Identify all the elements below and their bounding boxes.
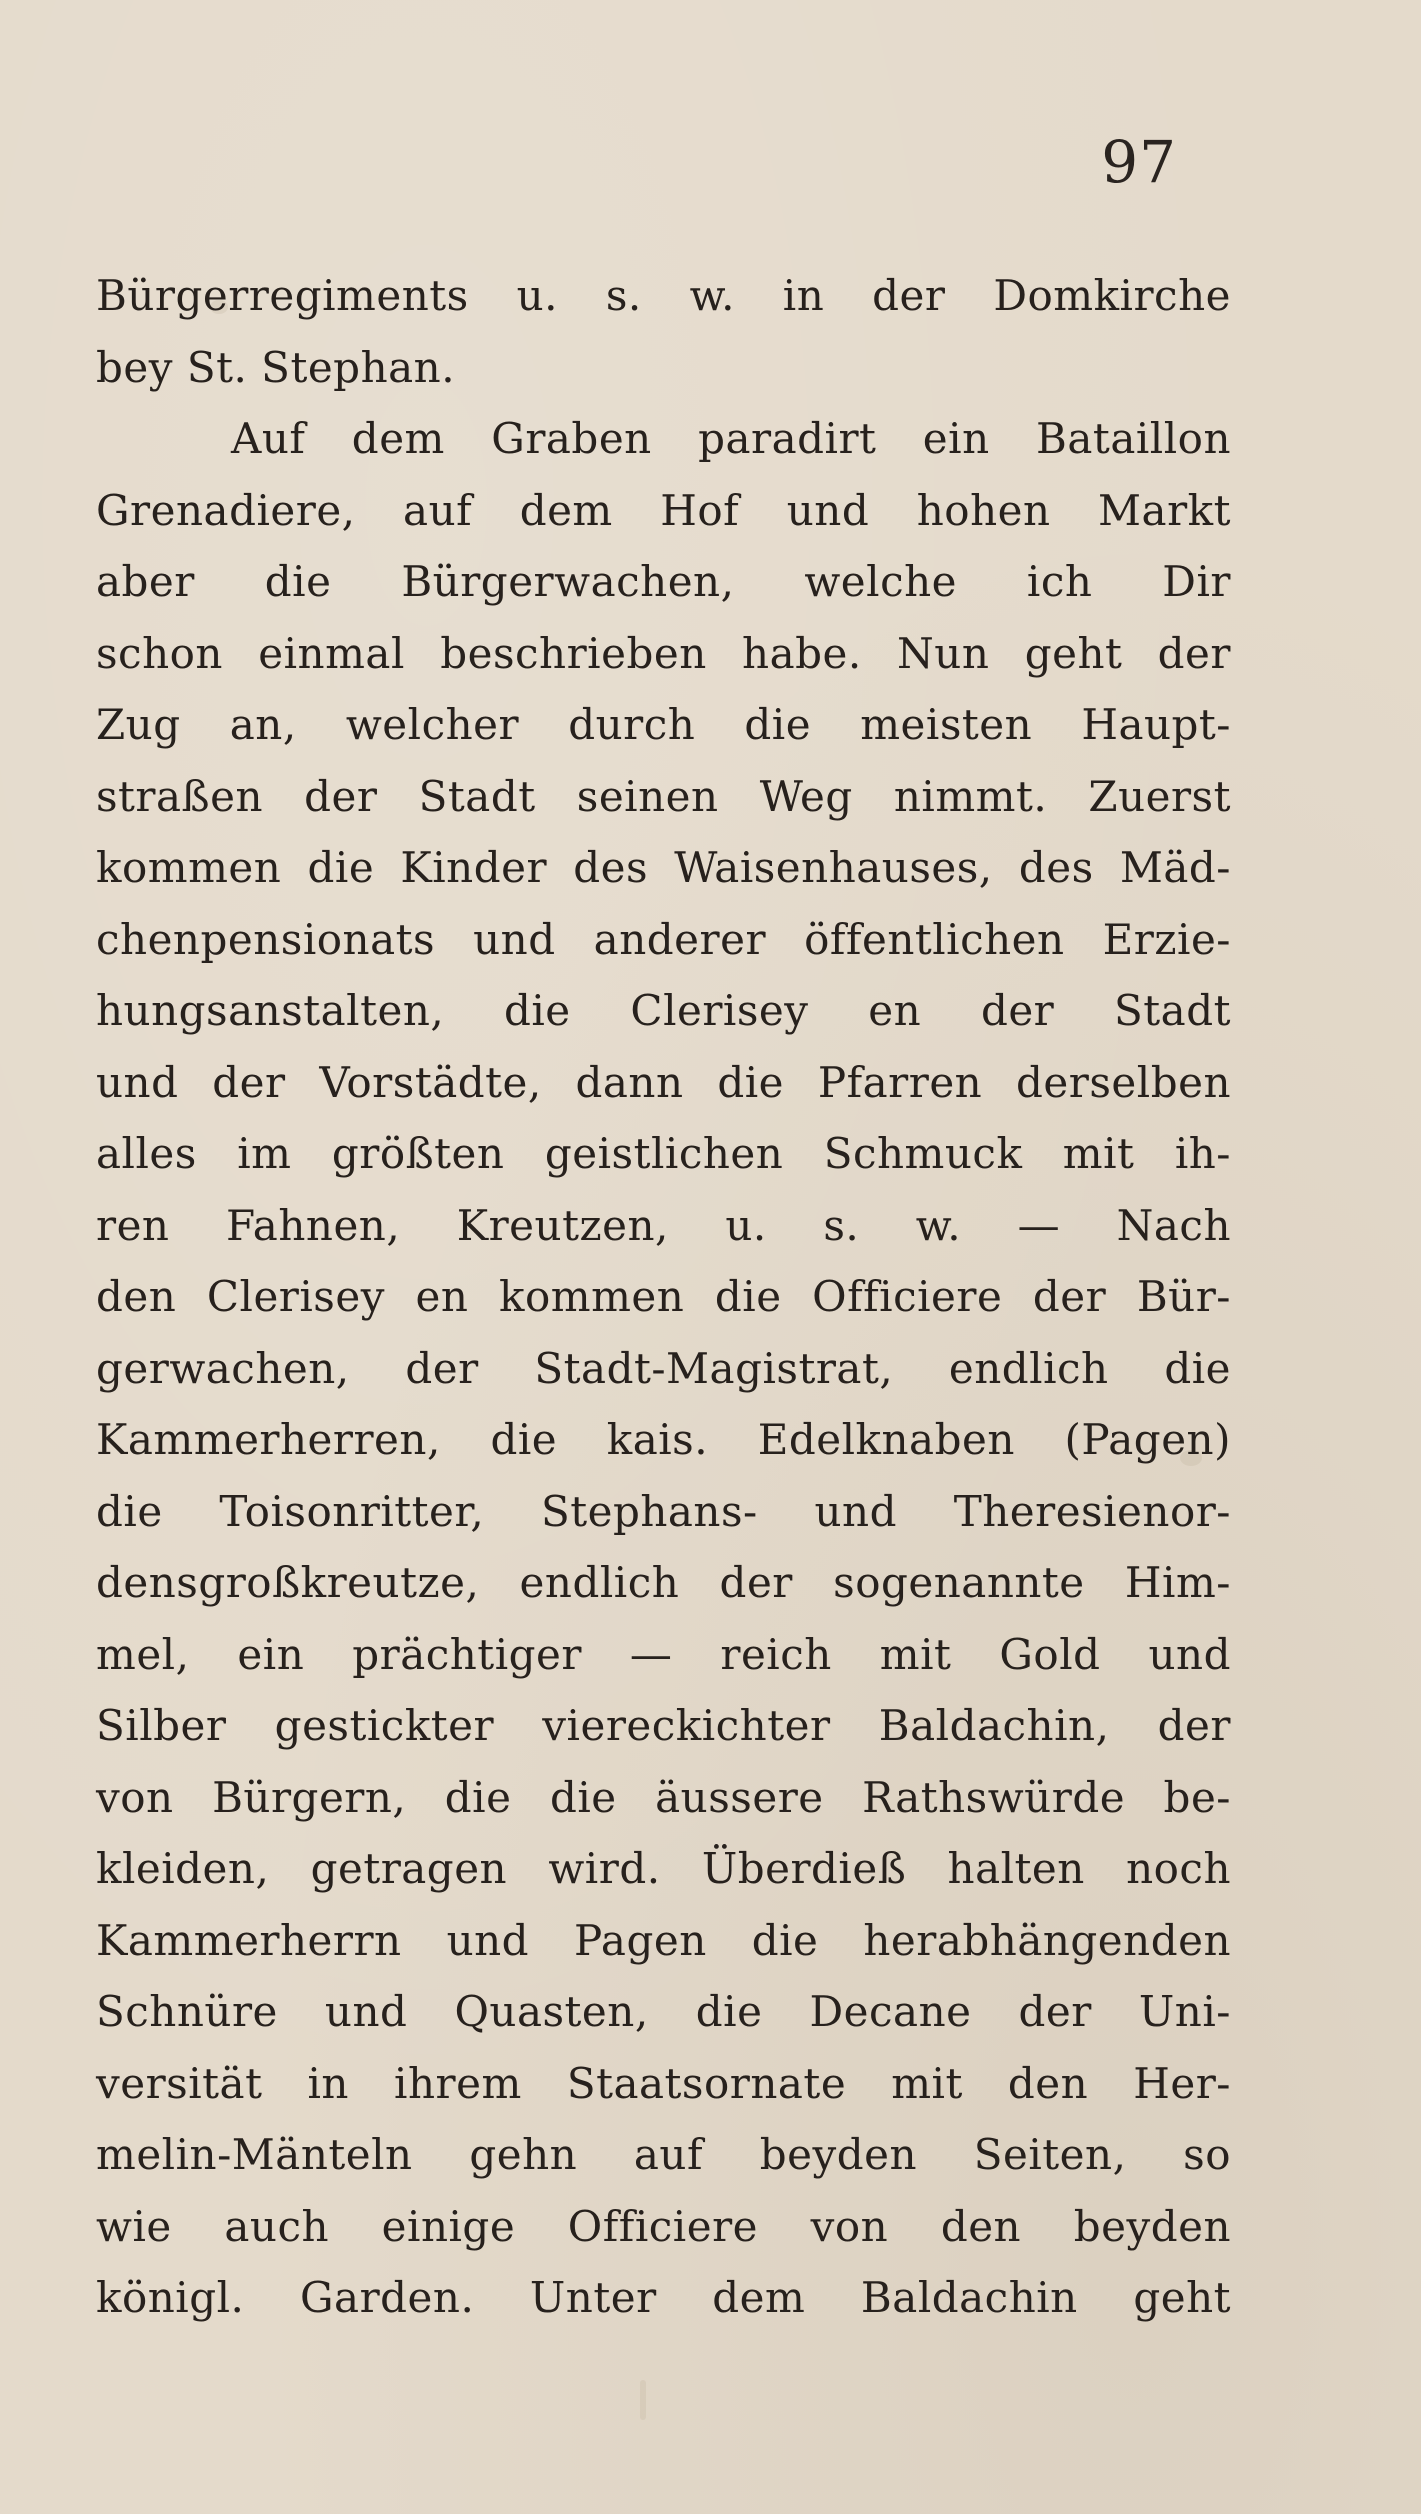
text-line: königl. Garden. Unter dem Baldachin geht [96, 2273, 1231, 2322]
text-line: gerwachen, der Stadt-Magistrat, endlich die [96, 1343, 1231, 1393]
text-line: ren Fahnen, Kreutzen, u. s. w. — Nach [96, 1200, 1231, 1250]
text-line: Schnüre und Quasten, die Decane der Uni- [96, 1987, 1231, 2036]
text-line: straßen der Stadt seinen Weg nimmt. Zuerst [96, 771, 1231, 821]
text-line: versität in ihrem Staatsornate mit den Her- [96, 2058, 1231, 2108]
text-line: kleiden, getragen wird. Überdieß halten noch [96, 1844, 1231, 1893]
text-line: kommen die Kinder des Waisenhauses, des Mäd- [96, 843, 1231, 892]
text-line: alles im größten geistlichen Schmuck mit ih- [96, 1129, 1231, 1178]
text-line: hungsanstalten, die Clerisey en der Stadt [96, 986, 1231, 1035]
text-line: von Bürgern, die die äussere Rathswürde be- [96, 1772, 1231, 1822]
paper-mark [640, 2380, 646, 2420]
body-text [96, 260, 1231, 2334]
text-line: Grenadiere, auf dem Hof und hohen Markt [96, 485, 1231, 535]
text-line: wie auch einige Officiere von den beyden [96, 2201, 1231, 2251]
text-line: Bürgerregiments u. s. w. in der Domkirche [96, 271, 1231, 320]
text-line: und der Vorstädte, dann die Pfarren derselben [96, 1057, 1231, 1107]
text-line: die Toisonritter, Stephans- und Theresienor- [96, 1486, 1231, 1536]
text-line: Silber gestickter viereckichter Baldachin, der [96, 1701, 1231, 1750]
text-line: aber die Bürgerwachen, welche ich Dir [96, 557, 1231, 606]
text-line: Auf dem Graben paradirt ein Bataillon [231, 414, 1231, 463]
text-line: mel, ein prächtiger — reich mit Gold und [96, 1629, 1231, 1679]
text-line: densgroßkreutze, endlich der sogenannte Him- [96, 1558, 1231, 1607]
text-line: Kammerherrn und Pagen die herabhängenden [96, 1915, 1231, 1965]
text-line: schon einmal beschrieben habe. Nun geht der [96, 628, 1231, 678]
text-line: Kammerherren, die kais. Edelknaben (Pagen) [96, 1415, 1231, 1464]
text-line: chenpensionats und anderer öffentlichen Erzie- [96, 914, 1231, 964]
text-line: melin-Mänteln gehn auf beyden Seiten, so [96, 2130, 1231, 2179]
text-line: bey St. Stephan. [96, 342, 456, 392]
text-line: den Clerisey en kommen die Officiere der Bür- [96, 1272, 1231, 1321]
text-line: Zug an, welcher durch die meisten Haupt- [96, 700, 1231, 749]
page-number: 97 [1101, 128, 1177, 196]
